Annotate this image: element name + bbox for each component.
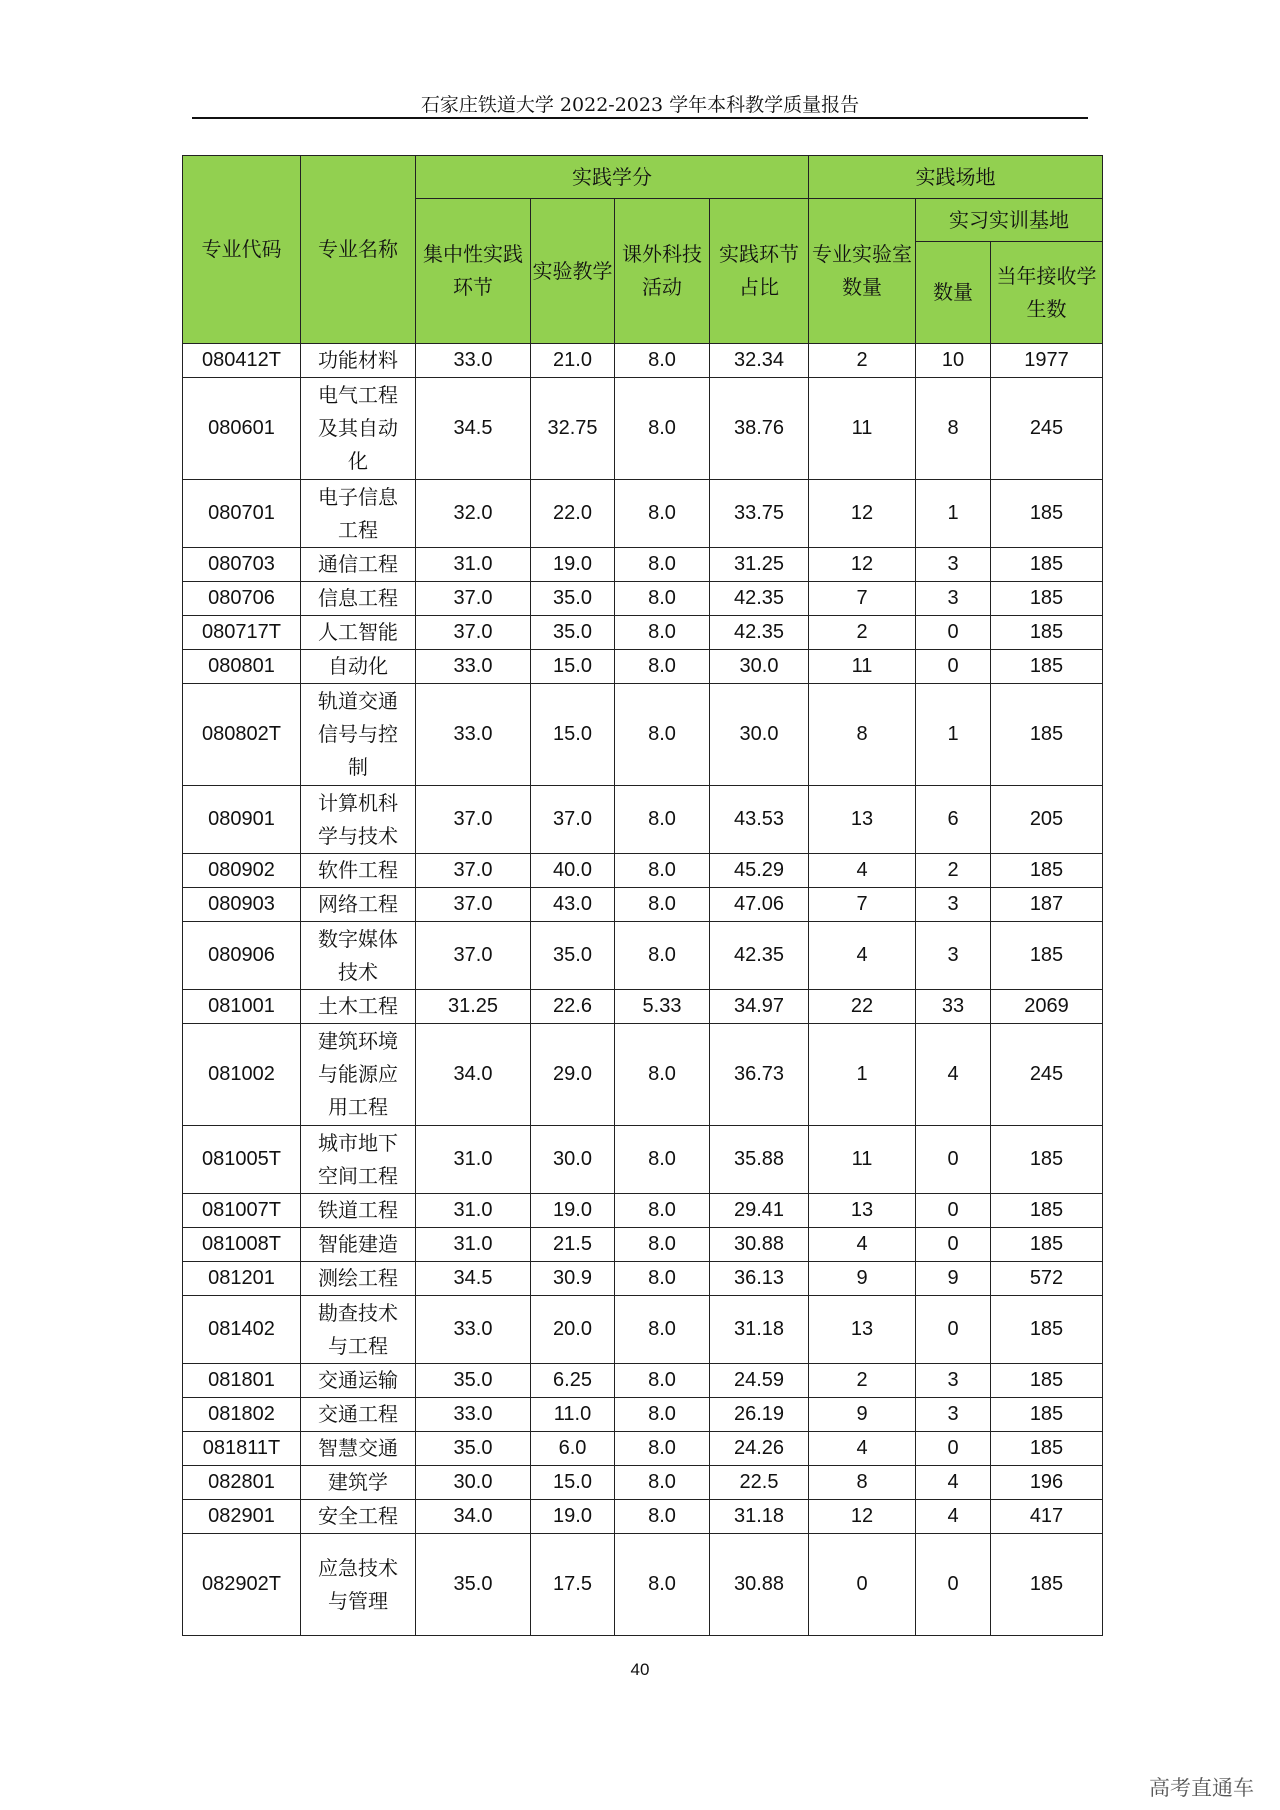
cell-extracurricular: 8.0 — [615, 1432, 710, 1466]
cell-ratio: 30.0 — [710, 650, 809, 684]
cell-labs: 13 — [809, 1194, 916, 1228]
cell-labs: 9 — [809, 1398, 916, 1432]
cell-labs: 12 — [809, 548, 916, 582]
cell-labs: 11 — [809, 378, 916, 480]
table-row — [183, 854, 1103, 888]
cell-centralized: 31.0 — [416, 1194, 531, 1228]
table-row — [183, 1194, 1103, 1228]
cell-base-count: 3 — [916, 582, 991, 616]
cell-ratio: 36.13 — [710, 1262, 809, 1296]
cell-base-count: 0 — [916, 1432, 991, 1466]
cell-ratio: 30.0 — [710, 684, 809, 786]
table-row — [183, 990, 1103, 1024]
cell-students: 185 — [991, 1228, 1103, 1262]
cell-experiment: 29.0 — [531, 1024, 615, 1126]
cell-experiment: 22.6 — [531, 990, 615, 1024]
header-code: 专业代码 — [183, 156, 301, 344]
cell-name: 信息工程 — [301, 582, 416, 616]
cell-base-count: 3 — [916, 1398, 991, 1432]
cell-code: 080703 — [183, 548, 301, 582]
table-row — [183, 650, 1103, 684]
cell-centralized: 35.0 — [416, 1364, 531, 1398]
cell-extracurricular: 8.0 — [615, 1024, 710, 1126]
cell-code: 081201 — [183, 1262, 301, 1296]
cell-name: 软件工程 — [301, 854, 416, 888]
page-number: 40 — [630, 1660, 650, 1679]
cell-base-count: 0 — [916, 1296, 991, 1364]
cell-labs: 2 — [809, 344, 916, 378]
cell-name: 测绘工程 — [301, 1262, 416, 1296]
cell-experiment: 40.0 — [531, 854, 615, 888]
cell-extracurricular: 8.0 — [615, 1398, 710, 1432]
cell-ratio: 42.35 — [710, 616, 809, 650]
cell-labs: 22 — [809, 990, 916, 1024]
cell-ratio: 47.06 — [710, 888, 809, 922]
cell-base-count: 0 — [916, 1126, 991, 1194]
cell-students: 185 — [991, 480, 1103, 548]
cell-name: 智能建造 — [301, 1228, 416, 1262]
cell-experiment: 17.5 — [531, 1534, 615, 1636]
cell-students: 1977 — [991, 344, 1103, 378]
cell-students: 185 — [991, 854, 1103, 888]
cell-labs: 8 — [809, 684, 916, 786]
cell-labs: 8 — [809, 1466, 916, 1500]
cell-experiment: 37.0 — [531, 786, 615, 854]
cell-centralized: 35.0 — [416, 1432, 531, 1466]
header-experiment: 实验教学 — [531, 199, 615, 344]
cell-ratio: 33.75 — [710, 480, 809, 548]
cell-centralized: 37.0 — [416, 616, 531, 650]
cell-students: 185 — [991, 1534, 1103, 1636]
cell-centralized: 32.0 — [416, 480, 531, 548]
cell-experiment: 19.0 — [531, 1194, 615, 1228]
cell-code: 080601 — [183, 378, 301, 480]
cell-ratio: 43.53 — [710, 786, 809, 854]
cell-extracurricular: 8.0 — [615, 582, 710, 616]
cell-code: 080706 — [183, 582, 301, 616]
cell-name: 计算机科学与技术 — [301, 786, 416, 854]
cell-name: 功能材料 — [301, 344, 416, 378]
cell-centralized: 33.0 — [416, 1296, 531, 1364]
cell-centralized: 33.0 — [416, 650, 531, 684]
cell-centralized: 31.0 — [416, 1228, 531, 1262]
cell-experiment: 30.9 — [531, 1262, 615, 1296]
header-base-group: 实习实训基地 — [916, 199, 1103, 242]
cell-ratio: 42.35 — [710, 582, 809, 616]
cell-extracurricular: 8.0 — [615, 1126, 710, 1194]
cell-code: 080906 — [183, 922, 301, 990]
cell-centralized: 31.0 — [416, 1126, 531, 1194]
cell-ratio: 26.19 — [710, 1398, 809, 1432]
cell-labs: 12 — [809, 480, 916, 548]
cell-code: 081001 — [183, 990, 301, 1024]
cell-extracurricular: 8.0 — [615, 650, 710, 684]
cell-name: 数字媒体技术 — [301, 922, 416, 990]
cell-code: 080801 — [183, 650, 301, 684]
cell-extracurricular: 8.0 — [615, 616, 710, 650]
cell-labs: 0 — [809, 1534, 916, 1636]
cell-code: 080701 — [183, 480, 301, 548]
cell-base-count: 33 — [916, 990, 991, 1024]
cell-extracurricular: 8.0 — [615, 1296, 710, 1364]
cell-code: 080802T — [183, 684, 301, 786]
cell-extracurricular: 8.0 — [615, 684, 710, 786]
cell-name: 土木工程 — [301, 990, 416, 1024]
table-row — [183, 1398, 1103, 1432]
cell-code: 081811T — [183, 1432, 301, 1466]
cell-centralized: 35.0 — [416, 1534, 531, 1636]
cell-ratio: 24.59 — [710, 1364, 809, 1398]
cell-labs: 7 — [809, 582, 916, 616]
cell-ratio: 24.26 — [710, 1432, 809, 1466]
cell-centralized: 37.0 — [416, 786, 531, 854]
cell-experiment: 21.5 — [531, 1228, 615, 1262]
cell-centralized: 33.0 — [416, 1398, 531, 1432]
cell-experiment: 35.0 — [531, 582, 615, 616]
cell-students: 185 — [991, 1126, 1103, 1194]
cell-base-count: 0 — [916, 1534, 991, 1636]
cell-base-count: 1 — [916, 684, 991, 786]
table-row — [183, 922, 1103, 990]
cell-base-count: 4 — [916, 1466, 991, 1500]
table-row — [183, 344, 1103, 378]
cell-base-count: 6 — [916, 786, 991, 854]
header-ratio: 实践环节占比 — [710, 199, 809, 344]
table-row — [183, 1500, 1103, 1534]
cell-code: 082901 — [183, 1500, 301, 1534]
cell-students: 417 — [991, 1500, 1103, 1534]
cell-ratio: 31.18 — [710, 1500, 809, 1534]
cell-students: 187 — [991, 888, 1103, 922]
cell-centralized: 34.0 — [416, 1500, 531, 1534]
cell-name: 交通工程 — [301, 1398, 416, 1432]
cell-base-count: 0 — [916, 1194, 991, 1228]
cell-name: 交通运输 — [301, 1364, 416, 1398]
cell-students: 185 — [991, 1296, 1103, 1364]
table-row — [183, 1534, 1103, 1636]
cell-base-count: 4 — [916, 1500, 991, 1534]
header-labs: 专业实验室数量 — [809, 199, 916, 344]
watermark-text: 高考直通车 — [1149, 1776, 1254, 1800]
cell-code: 081801 — [183, 1364, 301, 1398]
header-name: 专业名称 — [301, 156, 416, 344]
cell-base-count: 0 — [916, 650, 991, 684]
cell-students: 185 — [991, 582, 1103, 616]
cell-ratio: 29.41 — [710, 1194, 809, 1228]
header-students: 当年接收学生数 — [991, 242, 1103, 344]
cell-labs: 2 — [809, 616, 916, 650]
cell-labs: 4 — [809, 1432, 916, 1466]
cell-students: 205 — [991, 786, 1103, 854]
cell-code: 080901 — [183, 786, 301, 854]
cell-ratio: 36.73 — [710, 1024, 809, 1126]
cell-centralized: 34.5 — [416, 378, 531, 480]
cell-code: 081007T — [183, 1194, 301, 1228]
cell-ratio: 45.29 — [710, 854, 809, 888]
cell-extracurricular: 8.0 — [615, 1534, 710, 1636]
cell-code: 080902 — [183, 854, 301, 888]
cell-labs: 13 — [809, 786, 916, 854]
cell-name: 人工智能 — [301, 616, 416, 650]
cell-students: 196 — [991, 1466, 1103, 1500]
cell-name: 建筑学 — [301, 1466, 416, 1500]
cell-name: 应急技术与管理 — [301, 1534, 416, 1636]
cell-students: 185 — [991, 684, 1103, 786]
table-row — [183, 684, 1103, 786]
cell-students: 185 — [991, 1432, 1103, 1466]
cell-experiment: 6.25 — [531, 1364, 615, 1398]
header-base-count: 数量 — [916, 242, 991, 344]
cell-centralized: 34.0 — [416, 1024, 531, 1126]
cell-extracurricular: 8.0 — [615, 786, 710, 854]
cell-centralized: 33.0 — [416, 344, 531, 378]
table-row — [183, 1024, 1103, 1126]
cell-labs: 13 — [809, 1296, 916, 1364]
cell-centralized: 37.0 — [416, 582, 531, 616]
cell-extracurricular: 8.0 — [615, 1194, 710, 1228]
cell-base-count: 3 — [916, 1364, 991, 1398]
cell-code: 081005T — [183, 1126, 301, 1194]
cell-base-count: 9 — [916, 1262, 991, 1296]
cell-students: 185 — [991, 548, 1103, 582]
header-credits-group: 实践学分 — [416, 156, 809, 199]
cell-students: 185 — [991, 1194, 1103, 1228]
cell-experiment: 20.0 — [531, 1296, 615, 1364]
cell-name: 智慧交通 — [301, 1432, 416, 1466]
cell-base-count: 4 — [916, 1024, 991, 1126]
cell-base-count: 10 — [916, 344, 991, 378]
cell-code: 080903 — [183, 888, 301, 922]
cell-ratio: 22.5 — [710, 1466, 809, 1500]
cell-base-count: 8 — [916, 378, 991, 480]
cell-name: 建筑环境与能源应用工程 — [301, 1024, 416, 1126]
cell-labs: 4 — [809, 1228, 916, 1262]
cell-experiment: 35.0 — [531, 616, 615, 650]
cell-experiment: 11.0 — [531, 1398, 615, 1432]
cell-code: 081402 — [183, 1296, 301, 1364]
cell-extracurricular: 8.0 — [615, 922, 710, 990]
cell-ratio: 30.88 — [710, 1534, 809, 1636]
cell-students: 185 — [991, 616, 1103, 650]
table-row — [183, 786, 1103, 854]
cell-base-count: 0 — [916, 616, 991, 650]
table-row — [183, 582, 1103, 616]
cell-base-count: 2 — [916, 854, 991, 888]
cell-ratio: 38.76 — [710, 378, 809, 480]
table-header — [183, 156, 1103, 344]
cell-experiment: 19.0 — [531, 548, 615, 582]
cell-base-count: 1 — [916, 480, 991, 548]
cell-experiment: 19.0 — [531, 1500, 615, 1534]
cell-experiment: 22.0 — [531, 480, 615, 548]
cell-students: 245 — [991, 1024, 1103, 1126]
header-venue-group: 实践场地 — [809, 156, 1103, 199]
table-row — [183, 378, 1103, 480]
cell-labs: 7 — [809, 888, 916, 922]
cell-students: 185 — [991, 1364, 1103, 1398]
cell-experiment: 43.0 — [531, 888, 615, 922]
cell-base-count: 3 — [916, 548, 991, 582]
header-rule — [192, 117, 1088, 119]
cell-ratio: 30.88 — [710, 1228, 809, 1262]
cell-experiment: 6.0 — [531, 1432, 615, 1466]
table-row — [183, 1228, 1103, 1262]
table-row — [183, 888, 1103, 922]
cell-code: 082902T — [183, 1534, 301, 1636]
cell-base-count: 3 — [916, 888, 991, 922]
table-body — [183, 344, 1103, 1636]
cell-extracurricular: 8.0 — [615, 1364, 710, 1398]
cell-labs: 12 — [809, 1500, 916, 1534]
cell-extracurricular: 8.0 — [615, 378, 710, 480]
cell-name: 勘查技术与工程 — [301, 1296, 416, 1364]
cell-code: 081002 — [183, 1024, 301, 1126]
cell-code: 081008T — [183, 1228, 301, 1262]
header-centralized: 集中性实践环节 — [416, 199, 531, 344]
cell-code: 081802 — [183, 1398, 301, 1432]
cell-ratio: 34.97 — [710, 990, 809, 1024]
cell-extracurricular: 8.0 — [615, 548, 710, 582]
cell-centralized: 37.0 — [416, 854, 531, 888]
cell-ratio: 31.25 — [710, 548, 809, 582]
cell-extracurricular: 5.33 — [615, 990, 710, 1024]
practice-credits-table — [182, 155, 1103, 1636]
cell-centralized: 34.5 — [416, 1262, 531, 1296]
cell-centralized: 33.0 — [416, 684, 531, 786]
cell-code: 080412T — [183, 344, 301, 378]
cell-name: 电气工程及其自动化 — [301, 378, 416, 480]
header-extracurricular: 课外科技活动 — [615, 199, 710, 344]
cell-name: 城市地下空间工程 — [301, 1126, 416, 1194]
cell-extracurricular: 8.0 — [615, 1466, 710, 1500]
cell-centralized: 30.0 — [416, 1466, 531, 1500]
cell-centralized: 31.25 — [416, 990, 531, 1024]
cell-students: 245 — [991, 378, 1103, 480]
cell-students: 185 — [991, 922, 1103, 990]
cell-extracurricular: 8.0 — [615, 1228, 710, 1262]
cell-base-count: 3 — [916, 922, 991, 990]
cell-experiment: 35.0 — [531, 922, 615, 990]
cell-experiment: 21.0 — [531, 344, 615, 378]
cell-experiment: 30.0 — [531, 1126, 615, 1194]
cell-students: 185 — [991, 1398, 1103, 1432]
cell-students: 185 — [991, 650, 1103, 684]
table-row — [183, 1466, 1103, 1500]
report-header-title: 石家庄铁道大学 2022-2023 学年本科教学质量报告 — [420, 94, 860, 116]
cell-extracurricular: 8.0 — [615, 1262, 710, 1296]
cell-centralized: 37.0 — [416, 922, 531, 990]
cell-labs: 9 — [809, 1262, 916, 1296]
cell-labs: 1 — [809, 1024, 916, 1126]
cell-labs: 11 — [809, 1126, 916, 1194]
table-row — [183, 1296, 1103, 1364]
cell-name: 铁道工程 — [301, 1194, 416, 1228]
cell-ratio: 42.35 — [710, 922, 809, 990]
cell-ratio: 32.34 — [710, 344, 809, 378]
table-row — [183, 1126, 1103, 1194]
cell-labs: 4 — [809, 922, 916, 990]
cell-centralized: 37.0 — [416, 888, 531, 922]
table-row — [183, 616, 1103, 650]
cell-code: 080717T — [183, 616, 301, 650]
cell-labs: 11 — [809, 650, 916, 684]
cell-experiment: 15.0 — [531, 650, 615, 684]
table-row — [183, 1432, 1103, 1466]
cell-students: 572 — [991, 1262, 1103, 1296]
cell-experiment: 15.0 — [531, 684, 615, 786]
table-row — [183, 1262, 1103, 1296]
cell-name: 轨道交通信号与控制 — [301, 684, 416, 786]
cell-name: 安全工程 — [301, 1500, 416, 1534]
cell-name: 电子信息工程 — [301, 480, 416, 548]
cell-name: 自动化 — [301, 650, 416, 684]
cell-labs: 2 — [809, 1364, 916, 1398]
cell-extracurricular: 8.0 — [615, 888, 710, 922]
cell-centralized: 31.0 — [416, 548, 531, 582]
cell-name: 通信工程 — [301, 548, 416, 582]
table-row — [183, 548, 1103, 582]
cell-base-count: 0 — [916, 1228, 991, 1262]
cell-extracurricular: 8.0 — [615, 854, 710, 888]
cell-extracurricular: 8.0 — [615, 480, 710, 548]
table-row — [183, 1364, 1103, 1398]
cell-extracurricular: 8.0 — [615, 1500, 710, 1534]
cell-labs: 4 — [809, 854, 916, 888]
table-row — [183, 480, 1103, 548]
cell-ratio: 35.88 — [710, 1126, 809, 1194]
cell-experiment: 32.75 — [531, 378, 615, 480]
cell-students: 2069 — [991, 990, 1103, 1024]
cell-extracurricular: 8.0 — [615, 344, 710, 378]
cell-ratio: 31.18 — [710, 1296, 809, 1364]
cell-name: 网络工程 — [301, 888, 416, 922]
cell-experiment: 15.0 — [531, 1466, 615, 1500]
cell-code: 082801 — [183, 1466, 301, 1500]
